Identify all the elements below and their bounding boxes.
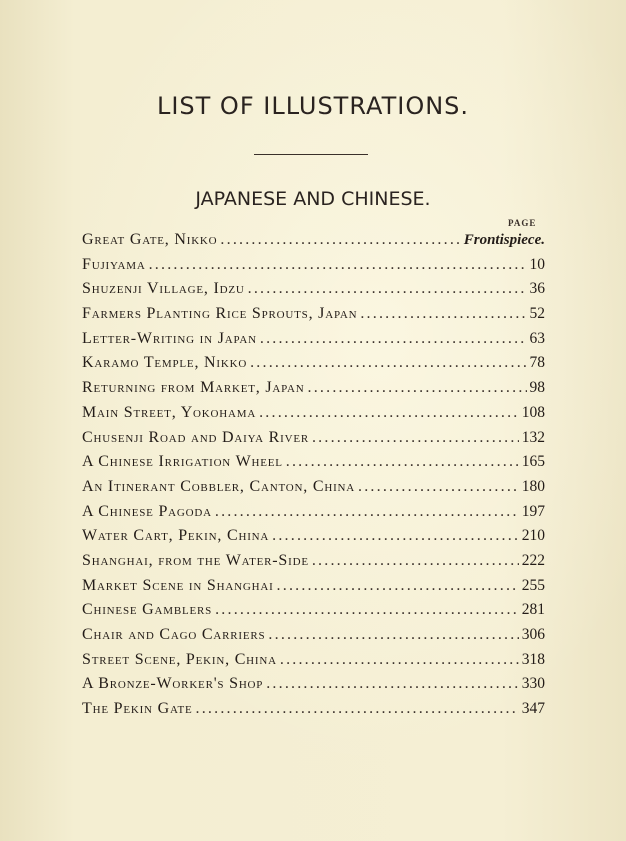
entry-page: 10 (529, 255, 545, 273)
entry-page: 108 (521, 403, 545, 421)
dot-leader (308, 379, 527, 397)
entry-page: 306 (521, 626, 545, 643)
entry-title: Chair and Cago Carriers (82, 626, 266, 643)
dot-leader (260, 330, 527, 348)
entry-page: 347 (521, 700, 545, 718)
section-heading: JAPANESE AND CHINESE. (195, 188, 431, 210)
dot-leader (286, 453, 519, 471)
entry-page: 165 (521, 453, 545, 471)
dot-leader (250, 354, 526, 372)
list-item (82, 577, 545, 602)
entry-page: Frontispiece. (463, 232, 545, 248)
list-item (82, 379, 545, 404)
list-item (82, 453, 545, 478)
entry-title: Main Street, Yokohama (82, 403, 257, 421)
dot-leader (248, 280, 527, 298)
entry-page: 210 (521, 527, 545, 545)
entry-title: Water Cart, Pekin, China (82, 527, 270, 545)
list-item (82, 256, 545, 281)
dot-leader (358, 478, 519, 496)
list-item (82, 330, 545, 355)
entry-title: The Pekin Gate (82, 700, 193, 718)
list-item (82, 601, 545, 626)
entry-page: 330 (521, 675, 545, 693)
entry-page: 318 (521, 650, 545, 668)
dot-leader (220, 231, 460, 249)
list-item (82, 354, 545, 379)
dot-leader (280, 651, 519, 669)
dot-leader (360, 305, 526, 323)
entry-title: Great Gate, Nikko (82, 231, 218, 248)
list-item (82, 527, 545, 552)
entry-title: Chinese Gamblers (82, 601, 213, 619)
dot-leader (259, 404, 519, 422)
entry-title: Karamo Temple, Nikko (82, 354, 248, 372)
entry-title: Market Scene in Shanghai (82, 576, 274, 594)
entry-page: 78 (529, 354, 545, 372)
dot-leader (266, 675, 519, 693)
entry-title: A Chinese Pagoda (82, 502, 212, 520)
title-divider (254, 154, 368, 155)
entry-title: Fujiyama (82, 255, 146, 273)
list-item (82, 305, 545, 330)
entry-page: 255 (521, 576, 545, 594)
list-item (82, 700, 545, 725)
entry-page: 132 (521, 428, 545, 446)
list-item (82, 478, 545, 503)
entry-page: 52 (529, 305, 545, 323)
entry-title: Chusenji Road and Daiya River (82, 428, 309, 446)
list-item (82, 429, 545, 454)
entry-page: 36 (529, 280, 545, 298)
entry-page: 197 (521, 502, 545, 520)
entry-title: A Bronze-Worker's Shop (82, 675, 264, 693)
dot-leader (149, 256, 527, 274)
entry-title: Farmers Planting Rice Sprouts, Japan (82, 305, 358, 323)
entry-page: 180 (521, 477, 545, 495)
list-item (82, 280, 545, 305)
list-item (82, 404, 545, 429)
list-item (82, 675, 545, 700)
entry-title: Letter-Writing in Japan (82, 329, 257, 347)
entry-title: Shanghai, from the Water-Side (82, 551, 309, 569)
dot-leader (268, 626, 518, 644)
illustration-list (82, 231, 545, 725)
list-item (82, 552, 545, 577)
entry-page: 98 (529, 379, 545, 397)
list-item (82, 503, 545, 528)
dot-leader (215, 503, 519, 521)
entry-title: Shuzenji Village, Idzu (82, 280, 245, 298)
list-item (82, 651, 545, 676)
entry-page: 281 (521, 601, 545, 619)
dot-leader (196, 700, 519, 718)
entry-title: An Itinerant Cobbler, Canton, China (82, 477, 356, 495)
page-column-label: PAGE (508, 218, 537, 228)
list-item (82, 626, 545, 651)
entry-title: Returning from Market, Japan (82, 379, 305, 397)
dot-leader (277, 577, 519, 595)
dot-leader (312, 552, 519, 570)
entry-page: 222 (521, 551, 545, 569)
list-item (82, 231, 545, 256)
entry-title: Street Scene, Pekin, China (82, 650, 277, 668)
dot-leader (215, 601, 519, 619)
dot-leader (312, 429, 519, 447)
entry-title: A Chinese Irrigation Wheel (82, 453, 283, 471)
page-title: LIST OF ILLUSTRATIONS. (156, 92, 470, 120)
entry-page: 63 (529, 329, 545, 347)
dot-leader (272, 527, 519, 545)
